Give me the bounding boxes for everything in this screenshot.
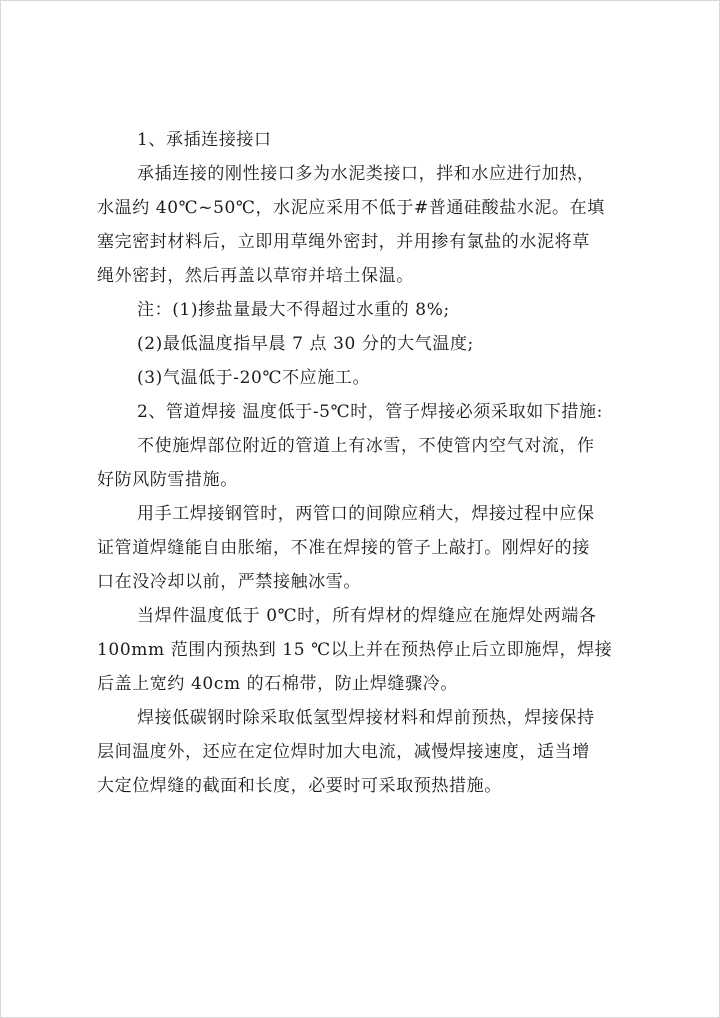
paragraph-preheat	[97, 605, 637, 696]
paragraph-line: 当焊件温度低于 0℃时，所有焊材的焊缝应在施焊处两端各	[137, 606, 597, 626]
paragraph-line: 100mm 范围内预热到 15 ℃以上并在预热停止后立即施焊，焊接	[97, 640, 613, 660]
paragraph-line: 大定位焊缝的截面和长度，必要时可采取预热措施。	[97, 776, 502, 796]
paragraph-line: 承插连接的刚性接口多为水泥类接口，拌和水应进行加热，	[137, 164, 595, 184]
section-heading-1: 1、承插连接接口	[137, 130, 272, 150]
paragraph-line: 证管道焊缝能自由胀缩，不准在焊接的管子上敲打。刚焊好的接	[97, 538, 590, 558]
paragraph-cement-joint	[97, 163, 637, 288]
paragraph-line: 用手工焊接钢管时，两管口的间隙应稍大，焊接过程中应保	[137, 504, 595, 524]
note-item: (3)气温低于-20℃不应施工。	[137, 368, 371, 388]
paragraph-manual-welding	[97, 503, 637, 594]
document-body	[97, 129, 637, 809]
note-item: 注：(1)掺盐量最大不得超过水重的 8%;	[137, 300, 450, 320]
paragraph-line: 焊接低碳钢时除采取低氢型焊接材料和焊前预热，焊接保持	[137, 708, 595, 728]
paragraph-line: 后盖上宽约 40cm 的石棉带，防止焊缝骤冷。	[97, 674, 458, 694]
paragraph-line: 不使施焊部位附近的管道上有冰雪，不使管内空气对流，作	[137, 436, 595, 456]
paragraph-line: 塞完密封材料后，立即用草绳外密封，并用掺有氯盐的水泥将草	[97, 232, 590, 252]
paragraph-line: 好防风防雪措施。	[97, 470, 238, 490]
paragraph-low-carbon-steel	[97, 707, 637, 798]
paragraph-line: 绳外密封，然后再盖以草帘并培土保温。	[97, 266, 414, 286]
paragraph-wind-snow	[97, 435, 637, 492]
paragraph-line: 口在没冷却以前，严禁接触冰雪。	[97, 572, 361, 592]
paragraph-line: 水温约 40℃~50℃，水泥应采用不低于#普通硅酸盐水泥。在填	[97, 198, 605, 218]
notes-list	[97, 299, 637, 390]
paragraph-line: 层间温度外，还应在定位焊时加大电流，减慢焊接速度，适当增	[97, 742, 590, 762]
section-heading-2: 2、管道焊接 温度低于-5℃时，管子焊接必须采取如下措施:	[137, 402, 603, 422]
note-item: (2)最低温度指早晨 7 点 30 分的大气温度;	[137, 334, 474, 354]
